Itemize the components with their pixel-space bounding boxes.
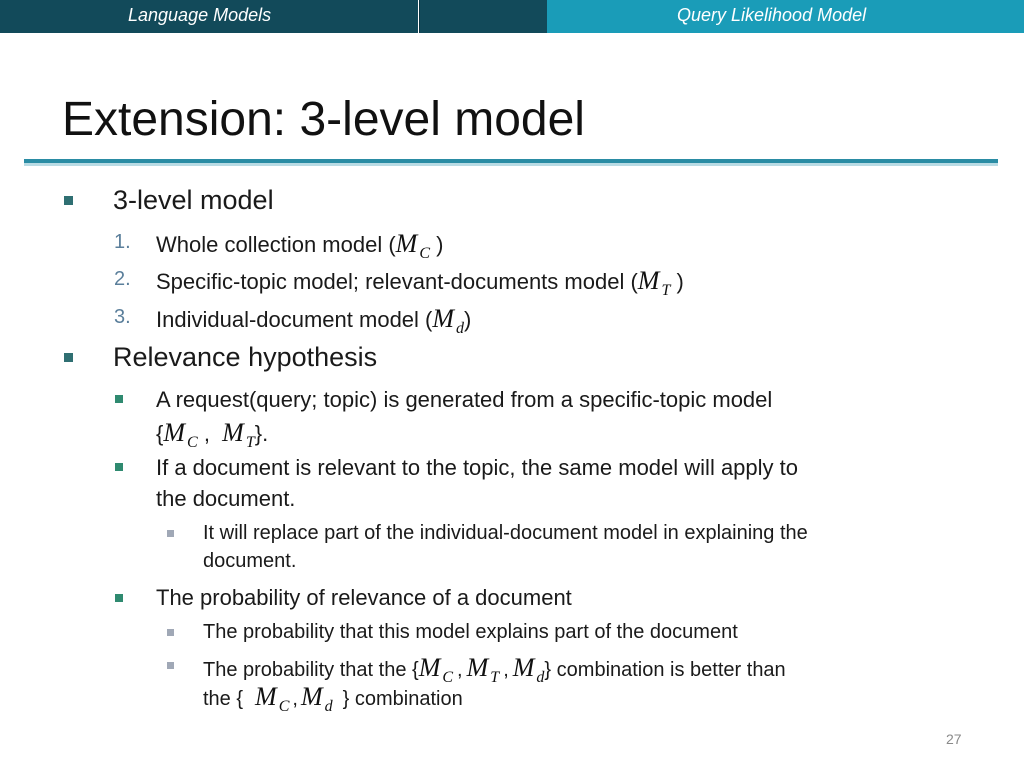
math-m: M	[163, 418, 186, 447]
math-m-t-request	[222, 418, 255, 451]
math-sub-c: C	[419, 245, 431, 262]
combo-line1-start: The probability that the {	[203, 659, 419, 681]
item-document-relevant-line1: If a document is relevant to the topic, the same model will apply to	[156, 455, 798, 480]
item-request-line2	[156, 418, 268, 452]
math-m: M	[466, 653, 489, 682]
math-m-c	[395, 229, 431, 262]
item-prob-explains: The probability that this model explains part of the document	[203, 621, 738, 643]
item-3-level-model: 3-level model	[113, 185, 274, 215]
list-number-3: 3.	[114, 306, 131, 328]
math-sub-t: T	[490, 669, 500, 686]
item-request-line1: A request(query; topic) is generated from a specific-topic model	[156, 387, 773, 412]
math-sub-d: d	[324, 698, 333, 715]
math-m-d-combo1	[512, 653, 545, 686]
specific-topic-text: Specific-topic model; relevant-documents model (	[156, 269, 638, 294]
brace-open: {	[156, 421, 164, 446]
header-bar	[0, 0, 1024, 33]
math-m: M	[418, 653, 441, 682]
item-replace-part-line2: document.	[203, 550, 297, 572]
bullet-replace-part	[167, 530, 174, 537]
header-middle-segment	[419, 0, 548, 33]
math-m: M	[255, 682, 277, 711]
math-m-c-combo1	[418, 653, 454, 686]
math-sub-t: T	[245, 434, 255, 451]
bullet-document-relevant	[115, 463, 123, 471]
combo-comma-1: ,	[457, 659, 463, 681]
math-m: M	[637, 266, 660, 295]
math-m: M	[300, 682, 323, 711]
combo-comma-2: ,	[503, 659, 509, 681]
bullet-prob-explains	[167, 629, 174, 636]
math-m: M	[222, 418, 244, 447]
item-prob-combination-line2	[203, 682, 463, 716]
combo-line2-end: } combination	[342, 688, 463, 710]
item-whole-collection-model	[156, 229, 443, 263]
item-individual-document-model	[156, 304, 471, 338]
bullet-3-level-model	[64, 196, 73, 205]
request-separator: ,	[197, 421, 223, 446]
math-sub-d: d	[536, 669, 545, 686]
whole-collection-after: )	[430, 232, 444, 257]
combo-line1-end: } combination is better than	[544, 659, 786, 681]
item-probability-relevance: The probability of relevance of a document	[156, 585, 572, 610]
math-m: M	[512, 653, 535, 682]
math-sub-c: C	[187, 434, 198, 451]
item-specific-topic-model	[156, 266, 684, 300]
bullet-prob-combination	[167, 662, 174, 669]
math-sub-c: C	[278, 698, 290, 715]
header-right-title: Query Likelihood Model	[677, 5, 867, 25]
specific-topic-after: )	[670, 269, 684, 294]
item-document-relevant-line2: the document.	[156, 486, 296, 511]
bullet-probability-relevance	[115, 594, 123, 602]
page-number: 27	[946, 731, 962, 747]
bullet-request	[115, 395, 123, 403]
bullet-relevance-hypothesis	[64, 353, 73, 362]
math-m-c-request	[163, 418, 198, 451]
list-number-1: 1.	[114, 231, 131, 253]
item-relevance-hypothesis: Relevance hypothesis	[113, 342, 378, 372]
header-left-title: Language Models	[128, 5, 272, 25]
list-number-2: 2.	[114, 268, 131, 290]
math-m-d-combo2	[300, 682, 333, 715]
math-m-d	[432, 304, 465, 337]
math-m-t-combo1	[466, 653, 500, 686]
individual-document-after: )	[464, 307, 472, 332]
combo-comma-3: ,	[292, 688, 298, 710]
slide-title: Extension: 3-level model	[62, 93, 585, 146]
math-m-t	[637, 266, 671, 299]
brace-close: }.	[254, 421, 269, 446]
math-sub-d: d	[456, 320, 465, 337]
math-m: M	[395, 229, 418, 258]
title-underline-shadow	[24, 163, 998, 166]
item-replace-part-line1: It will replace part of the individual-document model in explaining the	[203, 522, 808, 544]
whole-collection-text: Whole collection model (	[156, 232, 396, 257]
math-sub-c: C	[442, 669, 454, 686]
individual-document-text: Individual-document model (	[156, 307, 433, 332]
math-m-c-combo2	[255, 682, 290, 715]
combo-line2-start: the {	[203, 688, 244, 710]
math-m: M	[432, 304, 455, 333]
math-sub-t: T	[661, 282, 671, 299]
